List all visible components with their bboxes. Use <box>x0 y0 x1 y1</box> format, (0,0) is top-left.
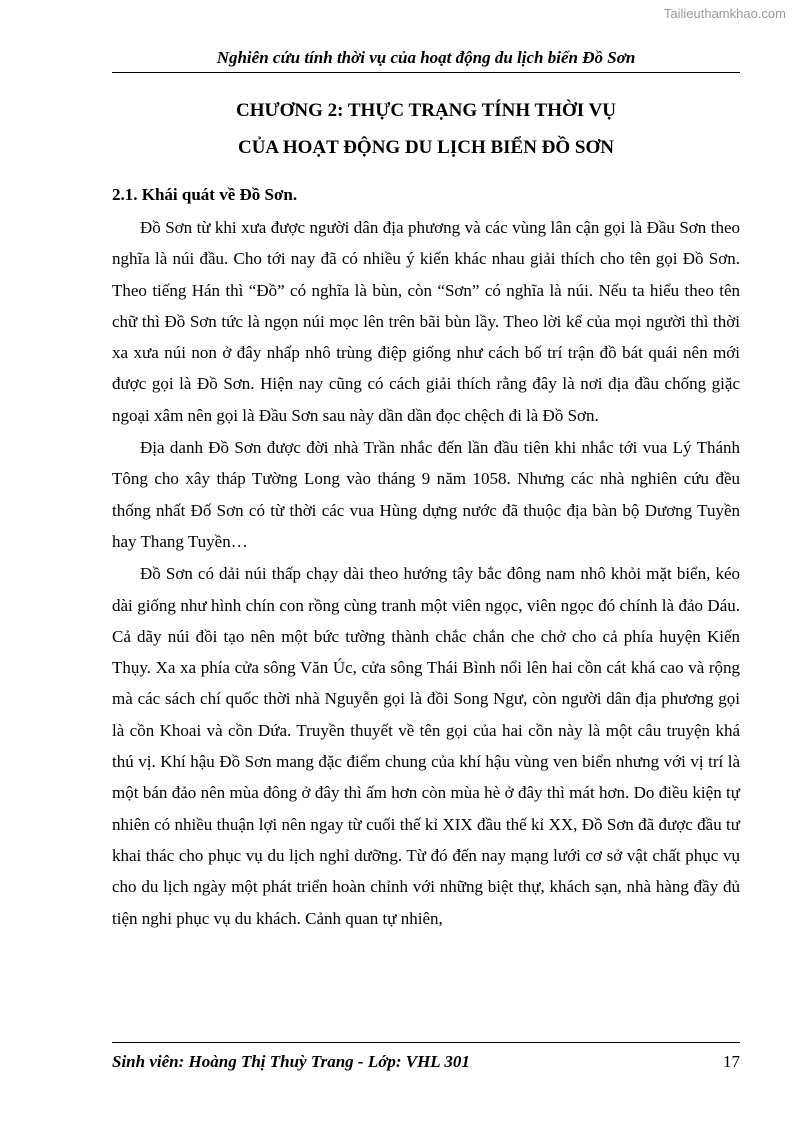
page-number: 17 <box>723 1052 740 1071</box>
footer-divider <box>112 1042 740 1043</box>
chapter-title <box>112 92 740 166</box>
watermark: Tailieuthamkhao.com <box>663 6 786 21</box>
paragraph: Đồ Sơn có dải núi thấp chạy dài theo hướng tây bắc đông nam nhô khỏi mặt biển, kéo dài giống như hình chín con rồng cùng tranh một viên ngọc, viên ngọc đó chính là đảo Dáu. Cả dãy núi đồi tạo nên một bức tường thành chắc chắn che chở cho cả phía huyện Kiến Thụy. Xa xa phía cửa sông Văn Úc, cửa sông Thái Bình nổi lên hai cồn cát khá cao và rộng mà các sách chí quốc thời nhà Nguyễn gọi là đồi Song Ngư, còn người dân địa phương gọi là cồn Khoai và cồn Dứa. Truyền thuyết về tên gọi của hai cồn này là một câu truyện khá thú vị. Khí hậu Đồ Sơn mang đặc điểm chung của khí hậu vùng ven biển nhưng với vị trí là một bán đảo nên mùa đông ở đây thì ấm hơn còn mùa hè ở đây thì mát hơn. Do điều kiện tự nhiên có nhiều thuận lợi nên ngay từ cuối thế kỉ XIX đầu thế kỉ XX, Đồ Sơn đã được đầu tư khai thác cho phục vụ du lịch nghỉ dưỡng. Từ đó đến nay mạng lưới cơ sở vật chất phục vụ cho du lịch ngày một phát triển hoàn chỉnh với những biệt thự, khách sạn, nhà hàng đầy đủ tiện nghi phục vụ du khách. Cảnh quan tự nhiên, <box>112 564 740 928</box>
chapter-title-line-2: CỦA HOẠT ĐỘNG DU LỊCH BIỂN ĐỒ SƠN <box>237 137 614 158</box>
paragraph: Địa danh Đồ Sơn được đời nhà Trần nhắc đến lần đầu tiên khi nhắc tới vua Lý Thánh Tông cho xây tháp Tường Long vào tháng 9 năm 1058. Nhưng các nhà nghiên cứu đều thống nhất Đố Sơn có từ thời các vua Hùng dựng nước đã thuộc địa bàn bộ Dương Tuyền hay Thang Tuyền… <box>112 438 740 551</box>
paragraph: Đồ Sơn từ khi xưa được người dân địa phương và các vùng lân cận gọi là Đầu Sơn theo nghĩa là núi đầu. Cho tới nay đã có nhiều ý kiến khác nhau giải thích cho tên gọi Đồ Sơn. Theo tiếng Hán thì “Đồ” có nghĩa là bùn, còn “Sơn” có nghĩa là núi. Nếu ta hiểu theo tên chữ thì Đồ Sơn tức là ngọn núi mọc lên trên bãi bùn lầy. Theo lời kể của mọi người thì thời xa xưa núi non ở đây nhấp nhô trùng điệp giống như cách bố trí trận đồ bát quái nên mới được gọi là Đồ Sơn. Hiện nay cũng có cách giải thích rằng đây là nơi địa đầu chống giặc ngoại xâm nên gọi là Đầu Sơn sau này dần dần đọc chệch đi là Đồ Sơn. <box>112 218 740 425</box>
footer-author: Sinh viên: Hoàng Thị Thuỳ Trang - Lớp: VHL 301 <box>112 1052 470 1071</box>
header-divider <box>112 72 740 73</box>
body-text <box>112 212 740 935</box>
chapter-title-line-1: CHƯƠNG 2: THỰC TRẠNG TÍNH THỜI VỤ <box>235 100 617 121</box>
section-heading: 2.1. Khái quát về Đồ Sơn. <box>112 185 298 204</box>
running-header: Nghiên cứu tính thời vụ của hoạt động du lịch biển Đồ Sơn <box>216 48 636 67</box>
